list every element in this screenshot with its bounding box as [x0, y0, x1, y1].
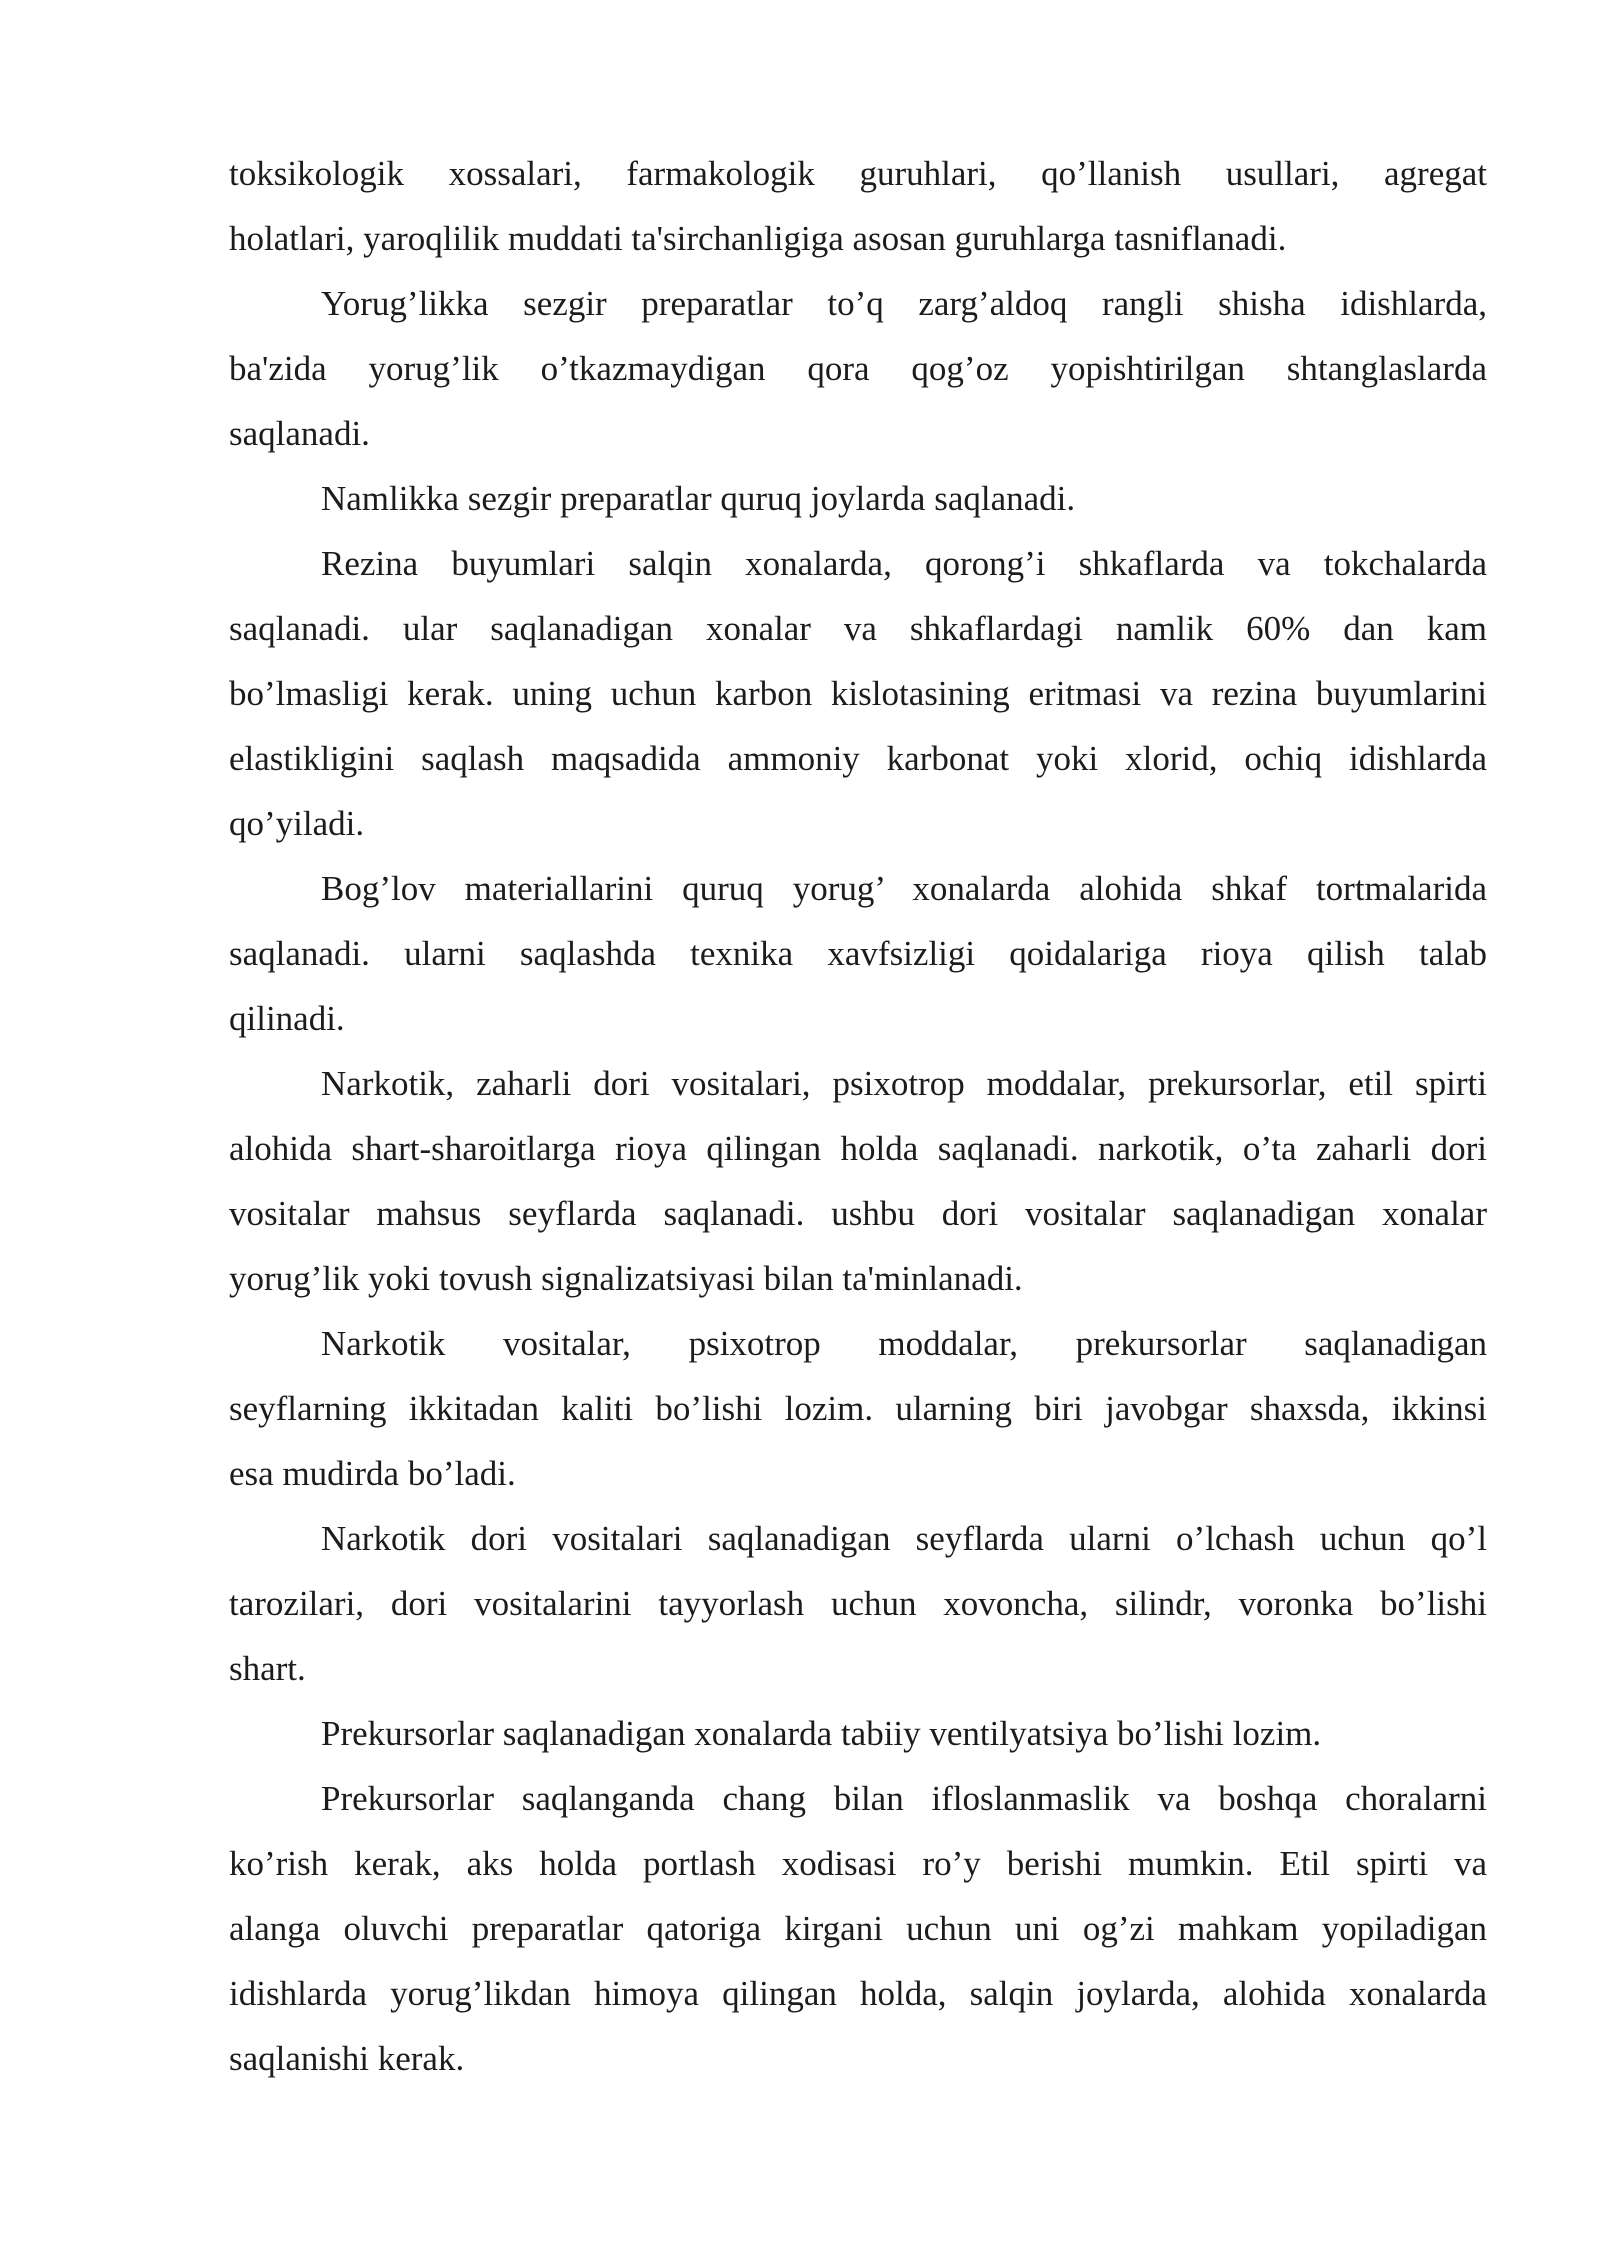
text-line: Narkotik, zaharli dori vositalari, psixotrop moddalar, prekursorlar, etil spirti — [321, 1064, 1487, 1103]
text-line: Prekursorlar saqlanadigan xonalarda tabiiy ventilyatsiya bo’lishi lozim. — [321, 1714, 1322, 1753]
text-line: vositalar mahsus seyflarda saqlanadi. ushbu dori vositalar saqlanadigan xonalar — [229, 1194, 1487, 1233]
text-line: saqlanishi kerak. — [229, 2039, 465, 2078]
text-line: qilinadi. — [229, 999, 345, 1038]
text-line: saqlanadi. ular saqlanadigan xonalar va shkaflardagi namlik 60% dan kam — [229, 609, 1487, 648]
text-line: alohida shart-sharoitlarga rioya qilingan holda saqlanadi. narkotik, o’ta zaharli dori — [229, 1129, 1487, 1168]
text-line: Narkotik dori vositalari saqlanadigan seyflarda ularni o’lchash uchun qo’l — [321, 1519, 1487, 1558]
text-line: shart. — [229, 1649, 306, 1688]
text-line: saqlanadi. ularni saqlashda texnika xavfsizligi qoidalariga rioya qilish talab — [229, 934, 1487, 973]
text-line: tarozilari, dori vositalarini tayyorlash uchun xovoncha, silindr, voronka bo’lishi — [229, 1584, 1487, 1623]
text-line: seyflarning ikkitadan kaliti bo’lishi lozim. ularning biri javobgar shaxsda, ikkinsi — [229, 1389, 1487, 1428]
text-line: toksikologik xossalari, farmakologik guruhlari, qo’llanish usullari, agregat — [229, 154, 1487, 193]
text-line: idishlarda yorug’likdan himoya qilingan holda, salqin joylarda, alohida xonalarda — [229, 1974, 1487, 2013]
text-line: esa mudirda bo’ladi. — [229, 1454, 516, 1493]
text-line: saqlanadi. — [229, 414, 370, 453]
text-line: qo’yiladi. — [229, 804, 365, 843]
text-line: elastikligini saqlash maqsadida ammoniy karbonat yoki xlorid, ochiq idishlarda — [229, 739, 1487, 778]
text-line: Namlikka sezgir preparatlar quruq joylarda saqlanadi. — [321, 479, 1076, 518]
text-line: yorug’lik yoki tovush signalizatsiyasi bilan ta'minlanadi. — [229, 1259, 1023, 1298]
text-line: Yorug’likka sezgir preparatlar to’q zarg’aldoq rangli shisha idishlarda, — [321, 284, 1487, 323]
text-line: alanga oluvchi preparatlar qatoriga kirgani uchun uni og’zi mahkam yopiladigan — [229, 1909, 1487, 1948]
text-line: bo’lmasligi kerak. uning uchun karbon kislotasining eritmasi va rezina buyumlarini — [229, 674, 1487, 713]
text-line: ko’rish kerak, aks holda portlash xodisasi ro’y berishi mumkin. Etil spirti va — [229, 1844, 1487, 1883]
text-line: Narkotik vositalar, psixotrop moddalar, prekursorlar saqlanadigan — [321, 1324, 1487, 1363]
text-line: Prekursorlar saqlanganda chang bilan ifloslanmaslik va boshqa choralarni — [321, 1779, 1487, 1818]
text-line: holatlari, yaroqlilik muddati ta'sirchanligiga asosan guruhlarga tasniflanadi. — [229, 219, 1287, 258]
text-line: Bog’lov materiallarini quruq yorug’ xonalarda alohida shkaf tortmalarida — [321, 869, 1487, 908]
text-line: Rezina buyumlari salqin xonalarda, qorong’i shkaflarda va tokchalarda — [321, 544, 1487, 583]
text-line: ba'zida yorug’lik o’tkazmaydigan qora qog’oz yopishtirilgan shtanglaslarda — [229, 349, 1487, 388]
